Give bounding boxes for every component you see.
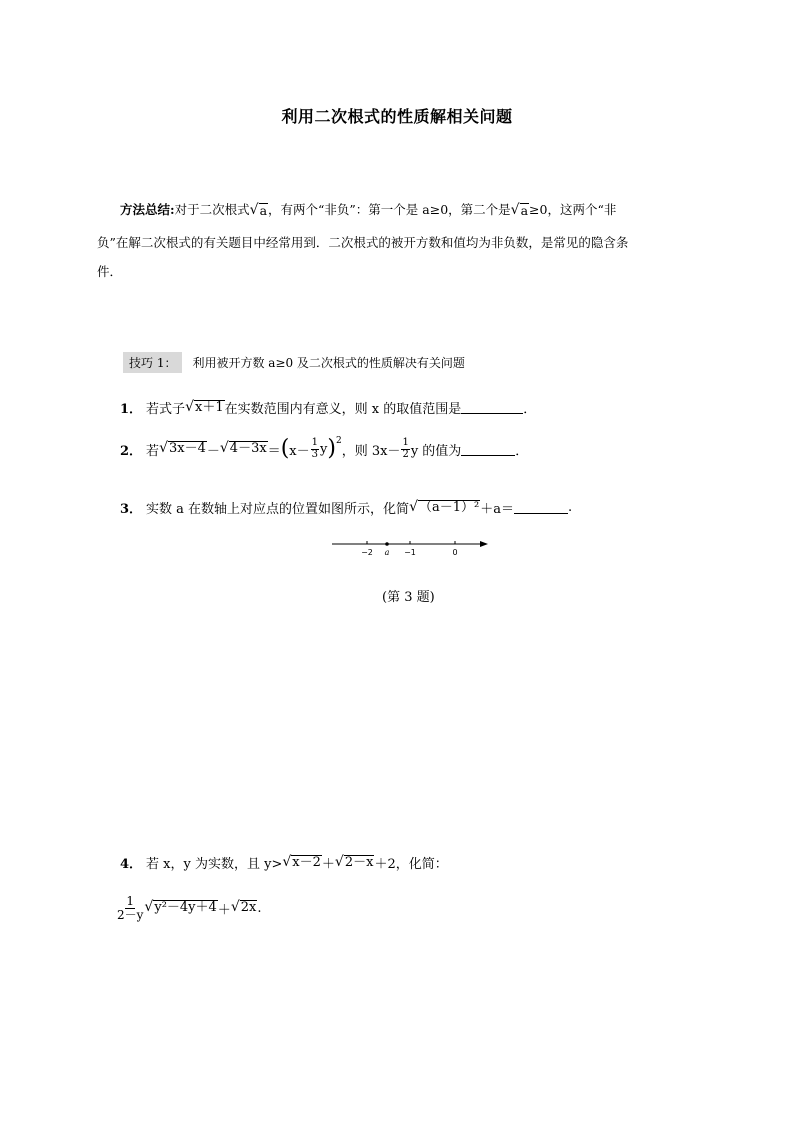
- radical: √ （a－1）²: [409, 498, 480, 515]
- page-title: 利用二次根式的性质解相关问题: [281, 107, 513, 126]
- answer-blank[interactable]: [461, 401, 523, 414]
- radical: √ 4－3x: [219, 440, 267, 457]
- question-2: 2． 若 √ 3x－4 － √ 4－3x ＝ ( x－ $\frac{1}{3}$ y ) $^2$ ，则 3x－ $\frac{1}{2}$ y 的值为 ．: [120, 436, 529, 461]
- radical: √ a: [249, 202, 268, 218]
- number-line: [330, 536, 492, 558]
- radical: √ 3x－4: [159, 440, 206, 457]
- radical: √ x－2: [282, 853, 321, 870]
- arrow-icon: [480, 541, 488, 547]
- tick-label: −1: [404, 548, 416, 557]
- answer-blank[interactable]: [461, 443, 515, 456]
- radical: √ x＋1: [185, 398, 224, 415]
- tip-heading: [123, 352, 465, 373]
- fraction: $\frac{1}{2-y}$: [117, 894, 144, 922]
- tick-label: a: [384, 548, 390, 557]
- figure-caption: (第 3 题): [382, 590, 435, 605]
- tick-label: −2: [361, 548, 373, 557]
- radical: √ y²－4y＋4: [144, 899, 217, 916]
- question-4-expression: $\frac{1}{2-y}$ √ y²－4y＋4 ＋ √ 2x .: [117, 894, 262, 922]
- method-line-1: 方法总结:对于二次根式 √ a ，有两个“非负”：第一个是 a≥0，第二个是 √ a ≥0，这两个“非: [120, 202, 617, 218]
- fraction: $\frac{1}{3}$: [311, 437, 318, 460]
- radical: √ a: [510, 202, 529, 218]
- point-a: [385, 542, 389, 546]
- method-label: 方法总结:: [120, 202, 175, 217]
- question-1: 1． 若式子 √ x＋1 在实数范围内有意义，则 x 的取值范围是 ．: [120, 398, 537, 417]
- answer-blank[interactable]: [514, 501, 568, 514]
- radical: √ 2－x: [334, 853, 374, 870]
- tip-text: 利用被开方数 a≥0 及二次根式的性质解决有关问题: [192, 356, 465, 370]
- method-line-3: 件．: [97, 264, 123, 279]
- question-3: 3． 实数 a 在数轴上对应点的位置如图所示，化简 √ （a－1）² ＋a＝ .: [120, 498, 573, 517]
- tip-tag: 技巧 1：: [123, 352, 182, 373]
- radical: √ 2x: [230, 899, 257, 916]
- method-line-2: 负”在解二次根式的有关题目中经常用到．二次根式的被开方数和值均为非负数，是常见的隐含条: [97, 235, 629, 250]
- fraction: $\frac{1}{2}$: [402, 437, 409, 460]
- tick-label: 0: [452, 548, 458, 557]
- question-4: 4． 若 x，y 为实数，且 y> √ x－2 ＋ √ 2－x ＋2，化简：: [120, 853, 448, 872]
